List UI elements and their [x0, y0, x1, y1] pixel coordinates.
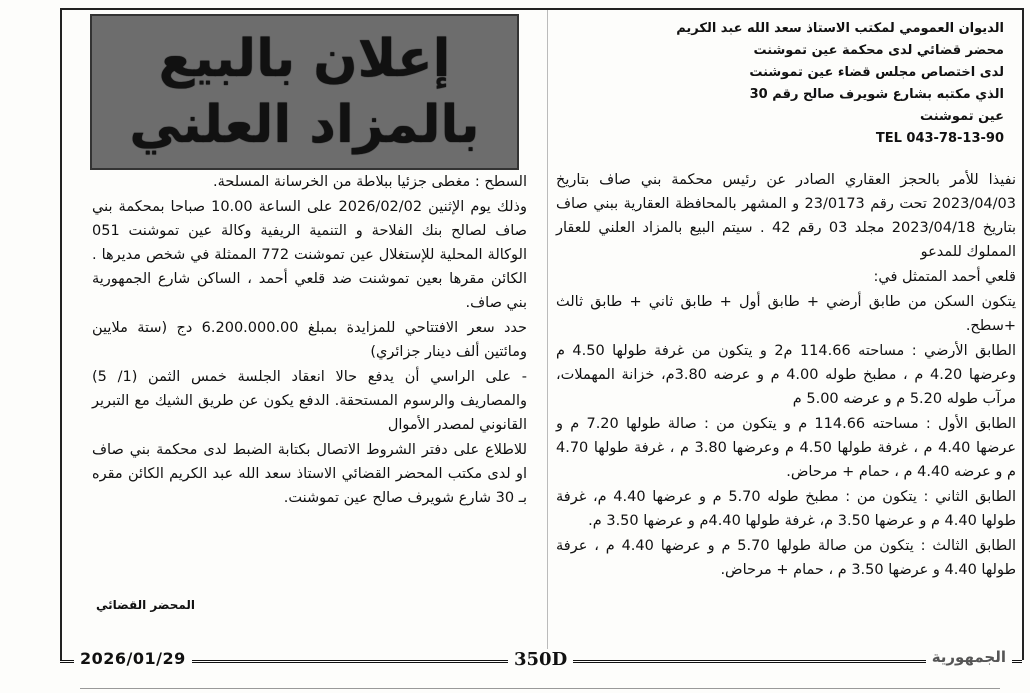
paragraph: الطابق الأرضي : مساحته 114.66 م2 و يتكون من غرفة طولها 4.50 م وعرضها 4.20 م ، مطبخ طوله 4.00 م و عرضه 3.80م، خزانة المهملات، مرآب طوله 5.20 م و عرضه 5.00 م [556, 343, 1017, 407]
header-line: لدى اختصاص مجلس قضاء عين تموشنت [749, 65, 1004, 80]
header-line: الذي مكتبه بشارع شويرف صالح رقم 30 [749, 87, 1004, 102]
page-footer [60, 646, 1022, 676]
bottom-rule [80, 688, 1000, 689]
paragraph: وذلك يوم الإثنين 2026/02/02 على الساعة 10.00 صباحا بمحكمة بني صاف لصالح بنك الفلاحة و التنمية الريفية وكالة عين تموشنت 051 الوكالة المحلية للإستغلال عين تموشنت 772 الممثلة في شخص مديرها . الكائن مقرها بعين تموشنت ضد قلعي أحمد ، الساكن شارع الجمهورية بني صاف. [92, 199, 527, 311]
header-line: عين تموشنت [919, 109, 1004, 124]
left-column-text [92, 170, 527, 511]
paragraph: السطح : مغطى جزئيا ببلاطة من الخرسانة المسلحة. [213, 174, 527, 190]
header-line: محضر قضائي لدى محكمة عين تموشنت [753, 43, 1004, 58]
paragraph: - على الراسي أن يدفع حالا انعقاد الجلسة خمس الثمن (1/ 5) والمصاريف والرسوم المستحقة. الدفع يكون عن طريق الشيك مع التبرير القانوني لمصدر الأموال [92, 369, 527, 433]
paragraph: الطابق الثاني : يتكون من : مطبخ طوله 5.70 م و عرضها 4.40 م، غرفة طولها 4.40 م و عرضها 3.50 م، غرفة طولها 4.40م و عرضها 3.50 م. [556, 489, 1016, 529]
publication-date: 2026/01/29 [74, 649, 192, 668]
bailiff-header [674, 18, 1004, 150]
paragraph: للاطلاع على دفتر الشروط الاتصال بكتابة الضبط لدى محكمة بني صاف او لدى مكتب المحضر القضائي الاستاذ سعد الله عبد الكريم الكائن مقره بـ 30 شارع شويرف صالح عين تموشنت. [92, 442, 527, 506]
ad-code: 350D [508, 649, 573, 670]
title-line-2: بالمزاد العلني [129, 95, 480, 155]
title-box [90, 14, 519, 170]
paragraph: الطابق الثالث : يتكون من صالة طولها 5.70 م و عرضها 4.40 م ، عرفة طولها 4.40 و عرضها 3.50 م ، حمام + مرحاض. [556, 538, 1017, 578]
column-divider [547, 10, 548, 650]
paragraph: نفيذا للأمر بالحجز العقاري الصادر عن رئيس محكمة بني صاف بتاريخ 2023/04/03 تحت رقم 23/0173 و المشهر بالمحافظة العقارية ببني صاف بتاريخ 2023/04/18 مجلد 03 رقم 42 . سيتم البيع بالمزاد العلني للعقار المملوك للمدعو [556, 172, 1016, 260]
paragraph: يتكون السكن من طابق أرضي + طابق أول + طابق ثاني + طابق ثالث +سطح. [556, 294, 1016, 334]
bailiff-signature: المحضر القضائي [96, 598, 196, 612]
header-phone: TEL 043-78-13-90 [875, 131, 1004, 146]
title-line-1: إعلان بالبيع [158, 29, 451, 89]
paragraph: قلعي أحمد المتمثل في: [873, 269, 1016, 285]
paragraph: حدد سعر الافتتاحي للمزايدة بمبلغ 6.200.000.00 دج (ستة ملايين ومائتين ألف دينار جزائري) [92, 320, 528, 360]
paragraph: الطابق الأول : مساحته 114.66 م و يتكون من : صالة طولها 7.20 م و عرضها 4.40 م ، غرفة طولها 4.50 م وعرضها 3.80 م ، غرفة طولها 4.70 م و عرضه 4.40 م ، حمام + مرحاض. [556, 416, 1017, 480]
right-column-text [556, 168, 1016, 583]
header-line: الديوان العمومي لمكتب الاستاذ سعد الله عبد الكريم [676, 21, 1004, 36]
newspaper-logo: الجمهورية [926, 648, 1012, 666]
